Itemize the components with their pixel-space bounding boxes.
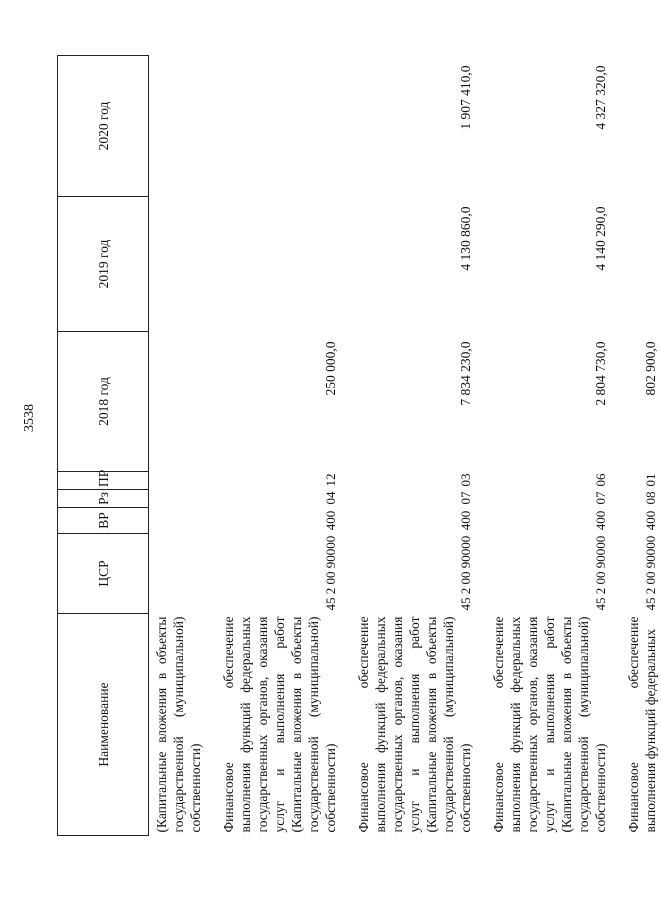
row-2018: 2 804 730,0 bbox=[593, 341, 608, 406]
row-csr: 45 2 00 90000 bbox=[643, 535, 658, 611]
row-rz: 08 bbox=[643, 491, 658, 505]
row-name: Финансовое обеспечение выполнения функций федеральных государственных органов, оказания услуг и выполнения работ (Капитальные вложения в объекты государственной (муниципальной) собственности) bbox=[356, 616, 473, 833]
budget-table bbox=[57, 55, 661, 836]
row-vr: 400 bbox=[593, 510, 608, 531]
table-row bbox=[149, 56, 207, 836]
table-row bbox=[341, 56, 476, 836]
row-name: Финансовое обеспечение выполнения функций федеральных государственных органов, оказания услуг и выполнения работ (Капитальные вложения в объекты государственной (муниципальной) собственности) bbox=[221, 616, 338, 833]
row-vr: 400 bbox=[458, 510, 473, 531]
header-2018: 2018 год bbox=[58, 332, 149, 472]
row-csr bbox=[149, 534, 207, 614]
header-row bbox=[58, 56, 149, 836]
header-rz: Рз bbox=[58, 490, 149, 508]
row-rz bbox=[149, 490, 207, 508]
header-pr: ПР bbox=[58, 472, 149, 490]
row-pr: 06 bbox=[593, 473, 608, 487]
row-name: (Капитальные вложения в объекты государственной (муниципальной) собственности) bbox=[154, 616, 203, 833]
table-row bbox=[206, 56, 341, 836]
header-2020: 2020 год bbox=[58, 56, 149, 197]
row-2020: 1 907 410,0 bbox=[458, 65, 473, 130]
row-pr: 03 bbox=[458, 473, 473, 487]
row-2020 bbox=[611, 56, 661, 197]
row-2020: 4 327 320,0 bbox=[593, 65, 608, 130]
row-csr: 45 2 00 90000 bbox=[323, 535, 338, 611]
row-2018: 7 834 230,0 bbox=[458, 341, 473, 406]
row-2020 bbox=[206, 56, 341, 197]
table-header bbox=[58, 56, 149, 836]
table-row bbox=[476, 56, 611, 836]
row-pr: 01 bbox=[643, 473, 658, 487]
table-row bbox=[611, 56, 661, 836]
row-vr bbox=[149, 508, 207, 534]
header-name: Наименование bbox=[58, 614, 149, 836]
row-rz: 07 bbox=[458, 491, 473, 505]
header-2019: 2019 год bbox=[58, 197, 149, 332]
row-2018: 802 900,0 bbox=[643, 341, 658, 396]
row-vr: 400 bbox=[643, 510, 658, 531]
row-csr: 45 2 00 90000 bbox=[593, 535, 608, 611]
row-vr: 400 bbox=[323, 510, 338, 531]
budget-table-container bbox=[57, 56, 661, 836]
row-2020 bbox=[149, 56, 207, 197]
row-name: Финансовое обеспечение выполнения функций федеральных государственных органов, оказания услуг и выполнения работ (Капитальные вложения в объекты государственной (муниципальной) собственности) bbox=[491, 616, 608, 833]
table-body bbox=[149, 56, 661, 836]
header-vr: ВР bbox=[58, 508, 149, 534]
row-2019: 4 130 860,0 bbox=[458, 206, 473, 271]
page-number: 3538 bbox=[22, 404, 37, 432]
row-2019 bbox=[206, 197, 341, 332]
row-2019 bbox=[611, 197, 661, 332]
row-2018: 250 000,0 bbox=[323, 341, 338, 396]
row-name: Финансовое обеспечение выполнения функций федеральных bbox=[626, 616, 658, 833]
row-rz: 07 bbox=[593, 491, 608, 505]
header-csr: ЦСР bbox=[58, 534, 149, 614]
row-2018 bbox=[149, 332, 207, 472]
row-pr: 12 bbox=[323, 473, 338, 487]
row-2019 bbox=[149, 197, 207, 332]
row-pr bbox=[149, 472, 207, 490]
row-csr: 45 2 00 90000 bbox=[458, 535, 473, 611]
row-rz: 04 bbox=[323, 491, 338, 505]
row-2019: 4 140 290,0 bbox=[593, 206, 608, 271]
